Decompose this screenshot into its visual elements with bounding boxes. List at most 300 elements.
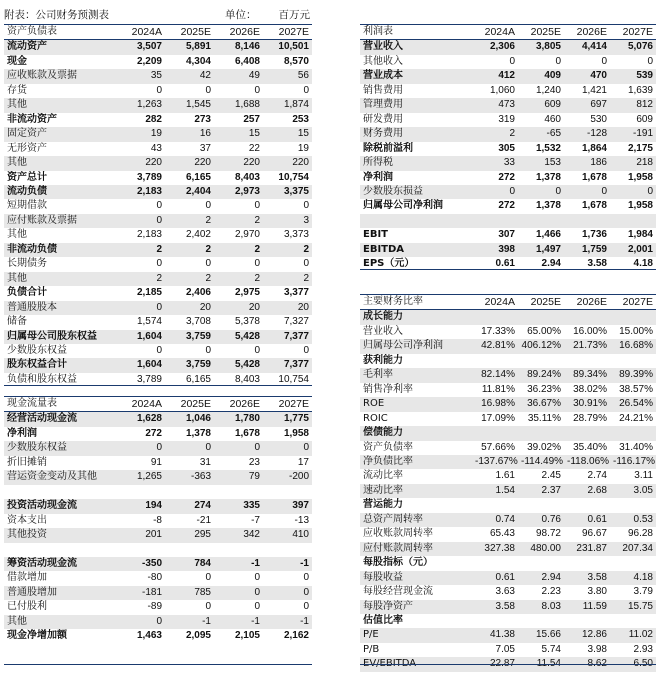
row-value: 2.68 [564,484,610,498]
row-value: 207.34 [610,542,656,556]
row-value: 0.61 [472,571,518,585]
row-label: 偿债能力 [360,426,472,440]
row-value: 2,973 [214,185,263,199]
row-label [4,485,116,499]
row-label: 固定资产 [4,127,116,141]
table-row [4,586,312,600]
row-value: 194 [116,499,165,513]
row-value: 0 [156,200,162,212]
row-value: 0.53 [610,513,656,527]
table-row [360,199,656,213]
row-value: 3,759 [165,358,214,372]
row-value: 0 [205,200,211,212]
table-row [4,315,312,329]
row-value: 4.18 [610,571,656,585]
row-label: 每股经营现金流 [363,586,433,598]
row-value: 3,507 [116,40,165,55]
year-header: 2027E [263,25,312,40]
row-value: 2,175 [627,142,653,154]
year-header: 2027E [610,295,656,310]
row-value: 7,327 [283,316,309,328]
year-header: 2025E [165,397,214,412]
table-row [4,470,312,484]
row-value: 0 [214,586,263,600]
row-value: 6,165 [185,171,211,183]
row-value: 19 [116,127,165,141]
row-value [472,426,518,440]
cash-flow-table [4,396,312,644]
table-row [360,185,656,199]
row-value: 0 [263,586,312,600]
year-header: 2026E [214,25,263,40]
row-label [4,543,116,557]
table-header-label: 利润表 [360,25,472,40]
row-value: 65.43 [489,528,515,540]
table-row [360,556,656,570]
row-value: 35 [116,69,165,83]
row-value: -1 [214,615,263,629]
row-value: 56 [263,69,312,83]
table-row [4,199,312,213]
table-row [4,571,312,585]
row-label: 应付账款及票据 [4,214,116,228]
row-value: 0 [472,185,518,199]
row-value: 57.66% [481,441,515,453]
row-value: 30.91% [564,397,610,411]
row-value: 39.02% [527,441,561,453]
row-value: 0 [116,615,165,629]
row-label: 归属母公司股东权益 [4,330,116,344]
row-value: 24.21% [619,412,653,424]
row-value: 412 [472,69,518,83]
row-value: 410 [263,528,312,542]
row-value: 49 [214,69,263,83]
row-value: 1,780 [214,412,263,427]
row-value: 28.79% [573,412,607,424]
table-row [360,397,656,411]
table-header-label: 资产负债表 [4,25,116,40]
row-value: 16.98% [472,397,518,411]
row-value: 0 [254,601,260,613]
row-value: 0 [610,185,656,199]
table-row [4,156,312,170]
row-value [610,354,656,368]
row-label: 现金 [7,55,27,67]
row-value: 35.11% [527,412,561,424]
table-row [360,643,656,657]
table-row [4,214,312,228]
row-value [610,556,656,570]
row-value: 16.00% [573,325,607,337]
row-value: 1,864 [581,142,607,154]
row-label: 其他 [4,272,116,286]
table-row [360,40,656,55]
year-header: 2024A [116,25,165,40]
row-value: 15.66 [518,628,564,642]
table-row [360,354,656,368]
table-row [4,55,312,69]
row-value: 2 [165,243,214,257]
row-value: 398 [472,243,518,257]
table-row [360,127,656,141]
row-value: 272 [145,427,162,439]
table-row [4,499,312,513]
row-label: 研发费用 [363,113,403,125]
row-value: 201 [116,528,165,542]
row-value: 1,775 [263,412,312,427]
row-value: 2,404 [165,185,214,199]
row-value: 0 [303,200,309,212]
row-value: 1,466 [535,229,561,241]
row-label: 每股收益 [360,571,472,585]
table-row [360,98,656,112]
row-label: 营运资金变动及其他 [4,470,116,484]
row-value: 0 [205,258,211,270]
row-value: 272 [498,171,515,183]
balance-sheet-bottom-rule [4,385,312,386]
row-value [564,498,610,512]
row-value: -128 [564,127,610,141]
table-row [360,339,656,353]
row-label: 已付股利 [7,601,47,613]
row-label: 速动比率 [360,484,472,498]
table-row [360,455,656,469]
row-value: 307 [498,229,515,241]
row-value: 4,304 [185,55,211,67]
row-value: 274 [165,499,214,513]
row-value: 19 [297,142,309,154]
row-value: 3,789 [136,171,162,183]
row-value: 11.54 [518,657,564,671]
row-label: ROE [360,397,472,411]
table-row [360,441,656,455]
row-value: 2,970 [234,229,260,241]
row-label: 毛利率 [360,368,472,382]
row-value: 0 [303,601,309,613]
year-header: 2024A [116,397,165,412]
row-value: 273 [194,113,211,125]
row-value: 0 [156,84,162,96]
row-label: 每股指标（元） [363,557,433,569]
row-value [518,426,564,440]
row-value: 1,628 [116,412,165,427]
row-value: 5,428 [214,358,263,372]
row-value: 1,574 [136,316,162,328]
row-value: 11.81% [481,383,515,395]
row-value: 0.61 [495,258,515,270]
table-row [4,600,312,614]
table-row [4,412,312,427]
row-value: 11.59 [564,600,610,614]
row-value: 1,378 [535,200,561,212]
row-value: 3,708 [185,316,211,328]
table-row [4,40,312,55]
table-row [4,456,312,470]
row-value: -7 [251,514,260,526]
row-value: 6,165 [185,373,211,385]
row-value: 1,678 [234,427,260,439]
row-value: 231.87 [564,542,610,556]
row-label: P/E [360,628,472,642]
table-row [360,243,656,257]
row-value: 0 [205,84,211,96]
row-value: 1,604 [116,330,165,344]
table-row [4,171,312,185]
row-label: 流动资产 [4,40,116,55]
row-value: 36.67% [518,397,564,411]
row-value: 2,095 [185,630,211,642]
row-value: 1,958 [627,171,653,183]
row-value: 257 [243,113,260,125]
row-value: 31 [199,456,211,468]
row-value: 295 [165,528,214,542]
row-value: -350 [116,557,165,571]
row-value [472,498,518,512]
row-value: -80 [147,572,162,584]
row-value: 0.74 [472,513,518,527]
row-value: 5,891 [165,40,214,55]
row-value: 6,408 [234,55,260,67]
row-value: 31.40% [619,441,653,453]
row-value: 1,265 [116,470,165,484]
row-value: 609 [518,98,564,112]
row-value: 22.87 [472,657,518,671]
row-value: 37 [199,142,211,154]
row-label: EPS（元） [363,258,415,270]
row-value: 10,754 [278,171,309,183]
row-label: 无形资产 [7,142,47,154]
income-statement-bottom-rule [360,269,656,270]
row-label: 长期债务 [7,258,47,270]
row-value: 3.58 [587,258,607,270]
row-value: 0 [303,258,309,270]
row-label: EBIT [363,229,388,241]
row-label: 除税前溢利 [363,142,413,154]
row-value: 784 [165,557,214,571]
row-value: 17.09% [481,412,515,424]
year-header: 2024A [472,25,518,40]
row-value: 186 [564,156,610,170]
row-value [116,543,165,557]
row-label: 普通股股本 [4,301,116,315]
row-value: 36.23% [527,383,561,395]
table-row [360,527,656,541]
table-row [360,628,656,642]
row-value: 0 [647,55,653,67]
row-label: 投资活动现金流 [4,499,116,513]
unit-label: 单位： [225,8,257,21]
row-value: 0 [601,55,607,67]
row-value: 0 [254,200,260,212]
row-label: 应收账款周转率 [363,528,433,540]
row-value: -181 [116,586,165,600]
row-value: 1,378 [185,427,211,439]
row-value: 26.54% [610,397,656,411]
row-value: 15.00% [619,325,653,337]
table-row [360,69,656,83]
row-value: 1,678 [581,200,607,212]
table-row [4,142,312,156]
row-value: 3,377 [283,287,309,299]
report-title: 附表：公司财务预测表 [4,8,109,21]
table-row [360,426,656,440]
row-value: 3,805 [518,40,564,55]
table-row [360,412,656,426]
row-value: 91 [150,456,162,468]
row-value: 1,984 [627,229,653,241]
row-value: 3.58 [472,600,518,614]
table-row [4,185,312,199]
table-row [4,629,312,643]
row-value: 5,378 [234,316,260,328]
row-label: ROIC [363,412,388,424]
row-label: 普通股增加 [4,586,116,600]
row-value [610,426,656,440]
row-value [472,214,518,228]
row-value: 409 [518,69,564,83]
table-row [4,113,312,127]
table-row [4,441,312,455]
row-value [518,214,564,228]
table-row [360,171,656,185]
row-value: 2,209 [136,55,162,67]
row-value: 42.81% [472,339,518,353]
table-row [4,528,312,542]
cash-flow-bottom-rule [4,664,312,665]
row-value: 20 [214,301,263,315]
row-value: 1,463 [136,630,162,642]
row-value: 0 [156,258,162,270]
table-row [4,69,312,83]
row-value: 319 [498,113,515,125]
row-value: 3 [263,214,312,228]
row-label: 流动比率 [363,470,403,482]
row-value: 220 [116,156,165,170]
table-row [4,301,312,315]
year-header: 2025E [518,25,564,40]
year-header: 2025E [165,25,214,40]
table-row [4,272,312,286]
row-value: 2 [116,272,165,286]
row-value: 406.12% [518,339,564,353]
row-value: 1,060 [489,84,515,96]
row-value: 2.74 [587,470,607,482]
financial-ratios-table [360,294,656,672]
row-value: 3.80 [587,586,607,598]
row-value: 89.24% [518,368,564,382]
row-value: 539 [610,69,656,83]
row-value: 96.67 [581,528,607,540]
row-value [263,485,312,499]
balance-sheet-header-row [4,25,312,40]
row-label: P/B [363,643,380,655]
row-value: 2 [263,243,312,257]
row-value: 220 [263,156,312,170]
row-label: 净负债比率 [360,455,472,469]
row-value: 253 [292,113,309,125]
row-value [564,214,610,228]
row-value: 0 [205,601,211,613]
row-value: 1,688 [214,98,263,112]
row-label: 少数股东权益 [4,441,116,455]
row-value [518,310,564,325]
row-value: -118.06% [564,455,610,469]
row-value: 3,789 [136,373,162,385]
row-value: -21 [196,514,211,526]
table-row [360,156,656,170]
table-row [4,344,312,358]
row-value: 342 [214,528,263,542]
row-value: -1 [165,615,214,629]
report-title-bar [4,6,312,22]
row-value: 3,759 [165,330,214,344]
row-value: 1,604 [116,358,165,372]
row-value: 3.63 [495,586,515,598]
row-value: 3.11 [634,470,653,482]
row-value: 8.03 [518,600,564,614]
row-value: 22 [248,142,260,154]
table-row [360,585,656,599]
row-value: -200 [263,470,312,484]
row-value: 530 [590,113,607,125]
row-value: -116.17% [610,455,656,469]
table-row [360,614,656,628]
row-value: 2,183 [116,185,165,199]
row-label: 估值比率 [363,614,403,626]
row-value: 4,414 [564,40,610,55]
row-value: 8,403 [234,171,260,183]
row-value [564,310,610,325]
row-value: 5,076 [610,40,656,55]
unit-value: 百万元 [278,8,310,21]
row-value: 272 [498,200,515,212]
row-label: 其他投资 [4,528,116,542]
row-value: 1,874 [263,98,312,112]
row-value: 2,975 [234,287,260,299]
row-value: 397 [263,499,312,513]
row-value: 785 [165,586,214,600]
table-row [4,615,312,629]
row-value: 20 [263,301,312,315]
row-value: 20 [165,301,214,315]
row-value: -363 [165,470,214,484]
row-value: 0 [205,344,211,356]
row-label: 其他收入 [363,55,403,67]
row-value: 3,373 [283,229,309,241]
row-value: -8 [153,514,162,526]
row-value [472,556,518,570]
row-value: 1,532 [535,142,561,154]
table-row [360,498,656,512]
row-value: 220 [165,156,214,170]
year-header: 2024A [472,295,518,310]
row-value: 2 [263,272,312,286]
row-label: 应付账款周转率 [360,542,472,556]
row-value: 470 [564,69,610,83]
row-label: 股东权益合计 [4,358,116,372]
row-value: 3.58 [564,571,610,585]
row-value: 1,678 [581,171,607,183]
row-value [610,214,656,228]
row-value: 3.98 [587,643,607,655]
row-label: 应收账款及票据 [4,69,116,83]
row-label: 获利能力 [363,354,403,366]
row-value: 43 [150,142,162,154]
row-value [472,354,518,368]
row-value: 38.02% [573,383,607,395]
row-value: 2,185 [136,287,162,299]
row-label: 现金净增加额 [7,630,67,642]
